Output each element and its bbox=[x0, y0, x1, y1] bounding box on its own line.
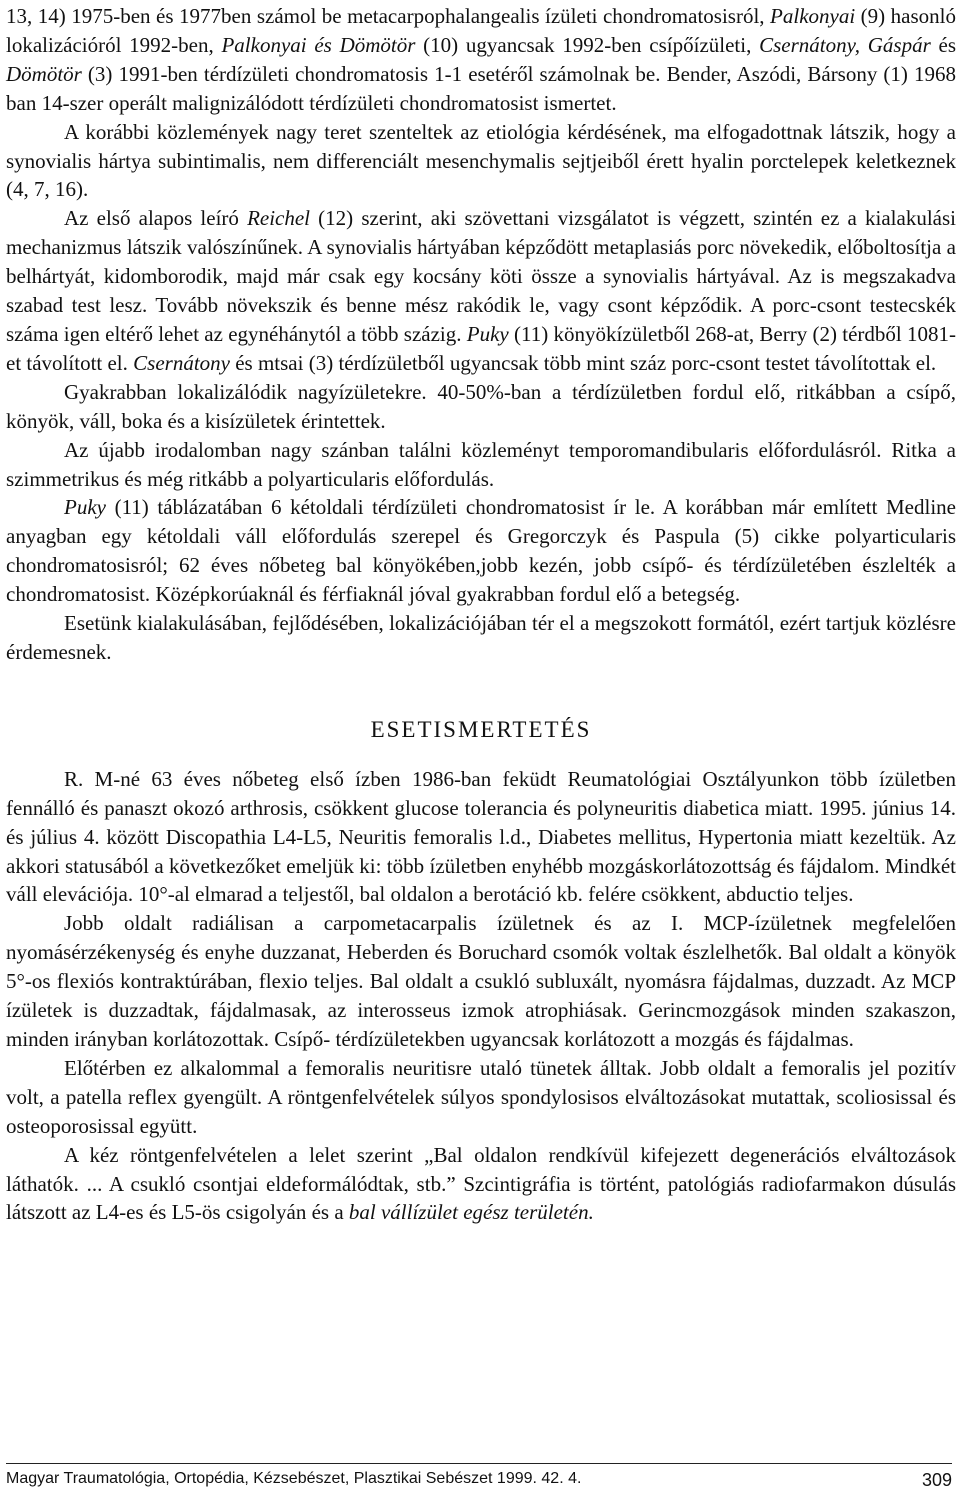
paragraph bbox=[6, 909, 956, 1054]
italic-text: Reichel bbox=[247, 206, 311, 231]
body-paragraphs-1 bbox=[6, 2, 956, 667]
text-run: (11) táblázatában 6 kétoldali térdízületi chondromatosist ír le. A korábban már említett Medline anyagban egy kétoldali váll előfordulás szerepel és Gregorczyk és Paspula (5) cikke polyarticularis chondromatosisról; 62 éves nőbeteg bal könyökében,jobb kezén, jobb csípő- és térdízületében észlelték a chondromatosist. Középkorúaknál és férfiaknál jóval gyakrabban fordul elő a betegség. bbox=[6, 495, 956, 607]
text-run: (11) könyökízületből 268-at, Berry (2) térdből 1081-et távolított el. bbox=[6, 321, 956, 375]
article-body bbox=[6, 2, 956, 1227]
text-run: (3) 1991-ben térdízületi chondromatosis 1-1 esetéről számolnak be. Bender, Aszódi, Bársony (1) 1968 ban 14-szer operált malignizálódott térdízületi chondromatosist ismertet. bbox=[6, 61, 956, 115]
italic-text: Palkonyai bbox=[770, 4, 856, 28]
italic-text: Puky bbox=[64, 495, 106, 520]
body-paragraphs-2 bbox=[6, 765, 956, 1228]
text-run: (10) ugyancsak 1992-ben csípőízületi, bbox=[415, 32, 760, 57]
text-run: Az újabb irodalomban nagy szánban találni közleményt temporomandibularis előfordulásról. Ritka a szimmetrikus és még ritkább a polyarticularis előfordulás. bbox=[6, 437, 956, 491]
text-run: (9) hasonló lokalizációról 1992-ben, bbox=[6, 4, 956, 57]
italic-text: Csernátony bbox=[133, 350, 230, 375]
text-run: A korábbi közlemények nagy teret szenteltek az etiológia kérdésének, ma elfogadottnak látszik, hogy a synovialis hártya subintimalis, nem differenciált mesenchymalis sejtjeiből érett hyalin porctelepek keletkeznek (4, 7, 16). bbox=[6, 119, 956, 202]
text-run: Gyakrabban lokalizálódik nagyízületekre. 40-50%-ban a térdízületben fordul elő, ritkábban a csípő, könyök, váll, boka és a kisízületek érintettek. bbox=[6, 379, 956, 433]
paragraph bbox=[6, 118, 956, 205]
paragraph bbox=[6, 1054, 956, 1141]
paragraph bbox=[6, 378, 956, 436]
text-run: és bbox=[930, 32, 956, 57]
paragraph bbox=[6, 609, 956, 667]
italic-text: Puky bbox=[466, 321, 509, 346]
paragraph bbox=[6, 204, 956, 377]
text-run: Esetünk kialakulásában, fejlődésében, lokalizációjában tér el a megszokott formától, ezért tartjuk közlésre érdemesnek. bbox=[6, 611, 956, 664]
italic-text: bal vállízület egész területén. bbox=[348, 1200, 594, 1225]
paragraph bbox=[6, 765, 956, 910]
text-run: 13, 14) 1975-ben és 1977ben számol be metacarpophalangealis ízületi chondromatosisról, bbox=[6, 4, 771, 28]
text-run: (12) szerint, aki szövettani vizsgálatot is végzett, szintén ez a kialakulási mechanizmus látszik valószínűnek. A synovialis hártyában képződött metaplasiás porc növekedik, előboltosítja a belhártyát, kidomborodik, majd már csak egy kocsány köti össze a synovialis hártyával. Az is megszakadva szabad test lesz. Tovább növekszik és benne mész rakódik le, vagy csont képződik. A porc-csont testecskék száma igen eltérő lehet az egynéhánytól a több százig. bbox=[6, 206, 956, 346]
section-heading: ESETISMERTETÉS bbox=[370, 716, 592, 742]
paragraph bbox=[6, 493, 956, 609]
paragraph bbox=[6, 1141, 956, 1228]
italic-text: Palkonyai és Dömötör bbox=[221, 32, 416, 57]
text-run: Az első alapos leíró bbox=[64, 206, 248, 231]
text-run: R. M-né 63 éves nőbeteg első ízben 1986-ban feküdt Reumatológiai Osztályunkon több ízületben fennálló és panaszt okozó arthrosis, csökkent glucose tolerancia és polyneuritis diabetica miatt. 1995. június 14. és július 4. között Discopathia L4-L5, Neuritis femoralis l.d., Diabetes mellitus, Hypertonia miatt kezeltük. Az akkori statusából a következőket emeljük ki: több ízületben enyhébb mozgáskorlátozottság és fájdalom. Mindkét váll elevációja. 10°-al elmarad a teljestől, bal oldalon a berotáció kb. felére csökkent, abductio teljes. bbox=[6, 766, 956, 907]
text-run: A kéz röntgenfelvételen a lelet szerint „Bal oldalon rendkívül kifejezett degenerációs elváltozások láthatók. ... A csukló csontjai eldeformálódtak, stb.” Szcintigráfia is történt, patológiás radiofarmakon dúsulás látszott az L4-es és L5-ös csigolyán és a bbox=[6, 1142, 956, 1225]
paragraph bbox=[6, 436, 956, 494]
text-run: Jobb oldalt radiálisan a carpometacarpalis ízületnek és az I. MCP-ízületnek megfelelően nyomásérzékenység és enyhe duzzanat, Heberden és Boruchard csomók voltak észlelhetők. Bal oldalt a könyök 5°-os flexiós kontraktúrában, flexio teljes. Bal oldalt a csukló subluxált, nyomásra fájdalmas, duzzadt. Az MCP ízületek is duzzadtak, fájdalmasak, az interosseus izmok atrophiásak. Gerincmozgások minden szakaszon, minden irányban korlátozottak. Csípő- térdízületekben ugyancsak korlátozott a mozgás és fájdalmas. bbox=[6, 911, 956, 1051]
journal-citation: Magyar Traumatológia, Ortopédia, Kézsebészet, Plasztikai Sebészet 1999. 42. 4. bbox=[6, 1470, 582, 1487]
page-number: 309 bbox=[921, 1470, 952, 1490]
text-run: és mtsai (3) térdízületből ugyancsak több mint száz porc-csont testet távolítottak el. bbox=[229, 350, 937, 375]
italic-text: Csernátony, Gáspár bbox=[759, 32, 931, 57]
text-run: Előtérben ez alkalommal a femoralis neuritisre utaló tünetek álltak. Jobb oldalt a femoralis jel pozitív volt, a patella reflex gyengült. A röntgenfelvételek súlyos spondylosisos elváltozásokat mutattak, scoliosissal és osteoporosissal együtt. bbox=[6, 1055, 956, 1138]
page-footer bbox=[6, 1463, 952, 1491]
italic-text: Dömötör bbox=[6, 61, 82, 86]
paragraph bbox=[6, 2, 956, 118]
